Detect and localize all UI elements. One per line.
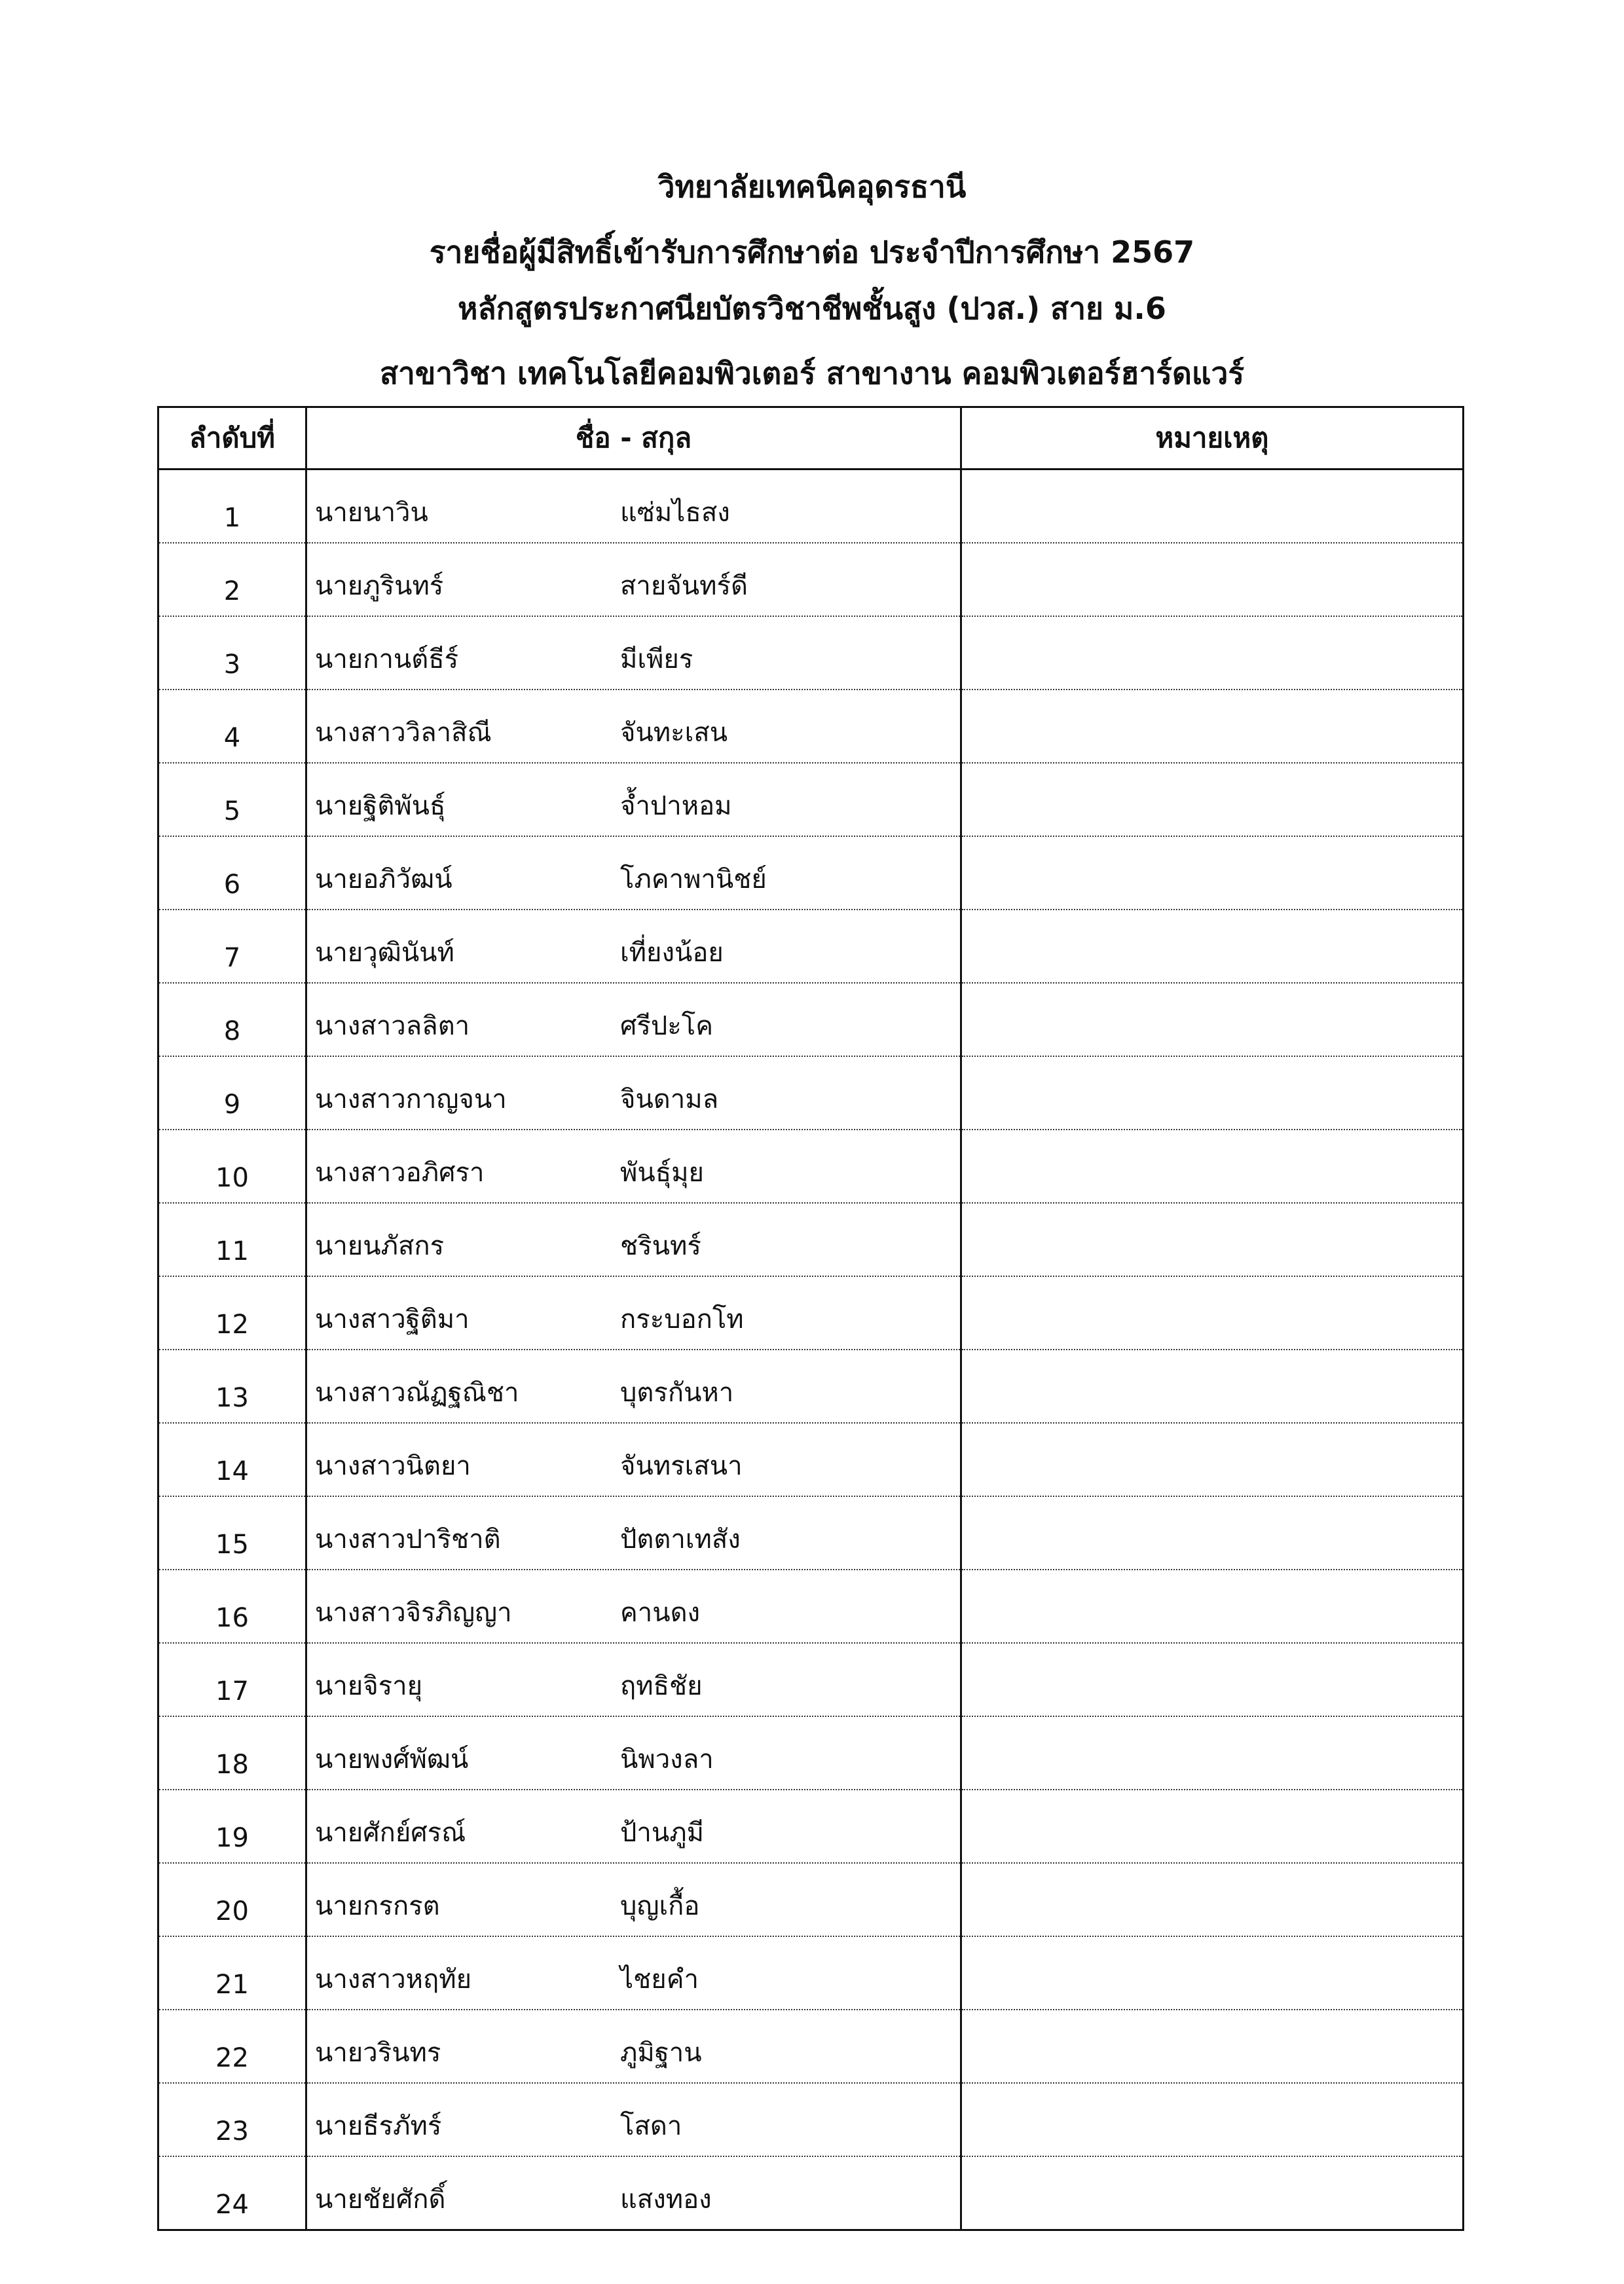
table-row: [158, 616, 1464, 690]
student-last-name: กระบอกโท: [620, 1304, 744, 1335]
student-first-name: นายอภิวัฒน์: [315, 864, 452, 894]
column-header-no: ลำดับที่: [158, 407, 306, 470]
student-last-name: คานดง: [620, 1598, 701, 1628]
student-first-name: นายจิรายุ: [315, 1671, 423, 1701]
remark-cell: [961, 1423, 1464, 1496]
student-name-cell: [306, 1056, 961, 1130]
student-first-name: นายนภัสกร: [315, 1231, 445, 1261]
table-row: [158, 763, 1464, 836]
row-number: 1: [158, 470, 306, 543]
student-first-name: นายกรกรต: [315, 1891, 440, 1921]
student-name-cell: [306, 1716, 961, 1790]
document-title: รายชื่อผู้มีสิทธิ์เข้ารับการศึกษาต่อ ประจำปีการศึกษา 2567: [429, 234, 1195, 270]
row-number: 17: [158, 1643, 306, 1716]
student-last-name: แสงทอง: [620, 2184, 712, 2215]
remark-cell: [961, 763, 1464, 836]
remark-cell: [961, 1203, 1464, 1276]
table-row: [158, 910, 1464, 983]
student-first-name: นางสาวจิรภิญญา: [315, 1598, 512, 1628]
table-row: [158, 1496, 1464, 1570]
student-first-name: นางสาวอภิศรา: [315, 1158, 485, 1188]
student-first-name: นางสาวณัฏฐณิชา: [315, 1378, 519, 1408]
remark-cell: [961, 2010, 1464, 2083]
student-name-cell: [306, 1130, 961, 1203]
table-row: [158, 1056, 1464, 1130]
student-name-cell: [306, 2156, 961, 2230]
student-name-cell: [306, 1276, 961, 1350]
student-name-cell: [306, 2083, 961, 2156]
table-row: [158, 983, 1464, 1056]
student-name-cell: [306, 1496, 961, 1570]
student-name-cell: [306, 616, 961, 690]
student-last-name: ปัตตาเทสัง: [620, 1524, 741, 1555]
table-row: [158, 543, 1464, 616]
student-name-cell: [306, 1203, 961, 1276]
table-row: [158, 2156, 1464, 2230]
student-name-cell: [306, 1570, 961, 1643]
student-first-name: นางสาววิลาสิณี: [315, 718, 492, 748]
remark-cell: [961, 470, 1464, 543]
student-name-cell: [306, 910, 961, 983]
remark-cell: [961, 1716, 1464, 1790]
student-last-name: สายจันทร์ดี: [620, 571, 748, 601]
row-number: 24: [158, 2156, 306, 2230]
student-first-name: นายนาวิน: [315, 498, 428, 528]
student-name-cell: [306, 1643, 961, 1716]
remark-cell: [961, 1276, 1464, 1350]
row-number: 3: [158, 616, 306, 690]
row-number: 23: [158, 2083, 306, 2156]
student-name-cell: [306, 1863, 961, 1936]
remark-cell: [961, 1790, 1464, 1863]
student-first-name: นายชัยศักดิ์: [315, 2184, 446, 2215]
student-last-name: ไชยคำ: [620, 1964, 699, 1995]
student-last-name: จันทะเสน: [620, 718, 728, 748]
student-name-cell: [306, 983, 961, 1056]
student-first-name: นายภูรินทร์: [315, 571, 444, 601]
student-last-name: นิพวงลา: [620, 1744, 714, 1775]
remark-cell: [961, 836, 1464, 910]
row-number: 10: [158, 1130, 306, 1203]
table-row: [158, 2083, 1464, 2156]
table-row: [158, 1790, 1464, 1863]
row-number: 2: [158, 543, 306, 616]
table-header-row: [158, 407, 1464, 470]
student-name-cell: [306, 1423, 961, 1496]
remark-cell: [961, 1130, 1464, 1203]
student-first-name: นายกานต์ธีร์: [315, 644, 459, 674]
student-name-cell: [306, 1790, 961, 1863]
table-row: [158, 1130, 1464, 1203]
row-number: 8: [158, 983, 306, 1056]
row-number: 5: [158, 763, 306, 836]
table-row: [158, 1716, 1464, 1790]
table-row: [158, 836, 1464, 910]
student-last-name: ศรีปะโค: [620, 1011, 713, 1041]
student-first-name: นายธีรภัทร์: [315, 2111, 442, 2141]
student-last-name: มีเพียร: [620, 644, 693, 674]
remark-cell: [961, 1570, 1464, 1643]
remark-cell: [961, 1496, 1464, 1570]
student-last-name: บุตรกันหา: [620, 1378, 734, 1408]
row-number: 20: [158, 1863, 306, 1936]
column-header-remark: หมายเหตุ: [961, 407, 1464, 470]
table-row: [158, 1276, 1464, 1350]
student-first-name: นางสาวฐิติมา: [315, 1304, 470, 1335]
student-name-cell: [306, 2010, 961, 2083]
row-number: 16: [158, 1570, 306, 1643]
row-number: 12: [158, 1276, 306, 1350]
remark-cell: [961, 1056, 1464, 1130]
row-number: 7: [158, 910, 306, 983]
row-number: 11: [158, 1203, 306, 1276]
student-first-name: นายฐิติพันธุ์: [315, 791, 446, 821]
student-last-name: พันธุ์มุย: [620, 1158, 704, 1188]
row-number: 14: [158, 1423, 306, 1496]
row-number: 15: [158, 1496, 306, 1570]
row-number: 18: [158, 1716, 306, 1790]
student-name-cell: [306, 836, 961, 910]
table-row: [158, 1643, 1464, 1716]
student-last-name: เที่ยงน้อย: [620, 938, 724, 968]
student-name-cell: [306, 690, 961, 763]
student-first-name: นายศักย์ศรณ์: [315, 1818, 466, 1848]
table-row: [158, 1570, 1464, 1643]
table-row: [158, 2010, 1464, 2083]
remark-cell: [961, 2083, 1464, 2156]
student-first-name: นางสาวลลิตา: [315, 1011, 470, 1041]
table-row: [158, 1423, 1464, 1496]
student-last-name: จ้ำปาหอม: [620, 791, 732, 821]
remark-cell: [961, 983, 1464, 1056]
student-roster-table: [157, 406, 1464, 2231]
student-last-name: ฤทธิชัย: [620, 1671, 703, 1701]
student-name-cell: [306, 1350, 961, 1423]
remark-cell: [961, 2156, 1464, 2230]
row-number: 21: [158, 1936, 306, 2010]
table-row: [158, 1350, 1464, 1423]
student-first-name: นางสาวปาริชาติ: [315, 1524, 501, 1555]
remark-cell: [961, 616, 1464, 690]
remark-cell: [961, 690, 1464, 763]
student-last-name: จันทรเสนา: [620, 1451, 743, 1481]
row-number: 19: [158, 1790, 306, 1863]
student-last-name: โภคาพานิชย์: [620, 864, 767, 894]
student-last-name: ชรินทร์: [620, 1231, 701, 1261]
student-first-name: นายพงศ์พัฒน์: [315, 1744, 469, 1775]
remark-cell: [961, 910, 1464, 983]
remark-cell: [961, 1643, 1464, 1716]
student-first-name: นางสาวนิตยา: [315, 1451, 471, 1481]
table-body: [158, 470, 1464, 2230]
student-first-name: นายวุฒินันท์: [315, 938, 454, 968]
student-last-name: จินดามล: [620, 1084, 719, 1114]
remark-cell: [961, 1936, 1464, 2010]
student-last-name: ป้านภูมี: [620, 1818, 704, 1848]
table-row: [158, 1203, 1464, 1276]
student-name-cell: [306, 763, 961, 836]
student-first-name: นางสาวหฤทัย: [315, 1964, 472, 1995]
column-header-name: ชื่อ - สกุล: [306, 407, 961, 470]
table-row: [158, 1936, 1464, 2010]
student-last-name: บุญเกื้อ: [620, 1891, 700, 1921]
row-number: 9: [158, 1056, 306, 1130]
program-title: หลักสูตรประกาศนียบัตรวิชาชีพชั้นสูง (ปวส.) สาย ม.6: [458, 291, 1166, 326]
student-name-cell: [306, 470, 961, 543]
student-last-name: ภูมิฐาน: [620, 2038, 702, 2068]
student-last-name: แซ่มไธสง: [620, 498, 730, 528]
table-row: [158, 690, 1464, 763]
remark-cell: [961, 1350, 1464, 1423]
table-row: [158, 1863, 1464, 1936]
remark-cell: [961, 543, 1464, 616]
row-number: 4: [158, 690, 306, 763]
student-first-name: นางสาวกาญจนา: [315, 1084, 507, 1114]
table-row: [158, 470, 1464, 543]
row-number: 13: [158, 1350, 306, 1423]
department-title: สาขาวิชา เทคโนโลยีคอมพิวเตอร์ สาขางาน คอมพิวเตอร์ฮาร์ดแวร์: [379, 356, 1245, 391]
student-name-cell: [306, 1936, 961, 2010]
student-name-cell: [306, 543, 961, 616]
student-last-name: โสดา: [620, 2111, 682, 2141]
student-first-name: นายวรินทร: [315, 2038, 441, 2068]
college-name: วิทยาลัยเทคนิคอุดรธานี: [657, 169, 967, 204]
row-number: 6: [158, 836, 306, 910]
remark-cell: [961, 1863, 1464, 1936]
row-number: 22: [158, 2010, 306, 2083]
